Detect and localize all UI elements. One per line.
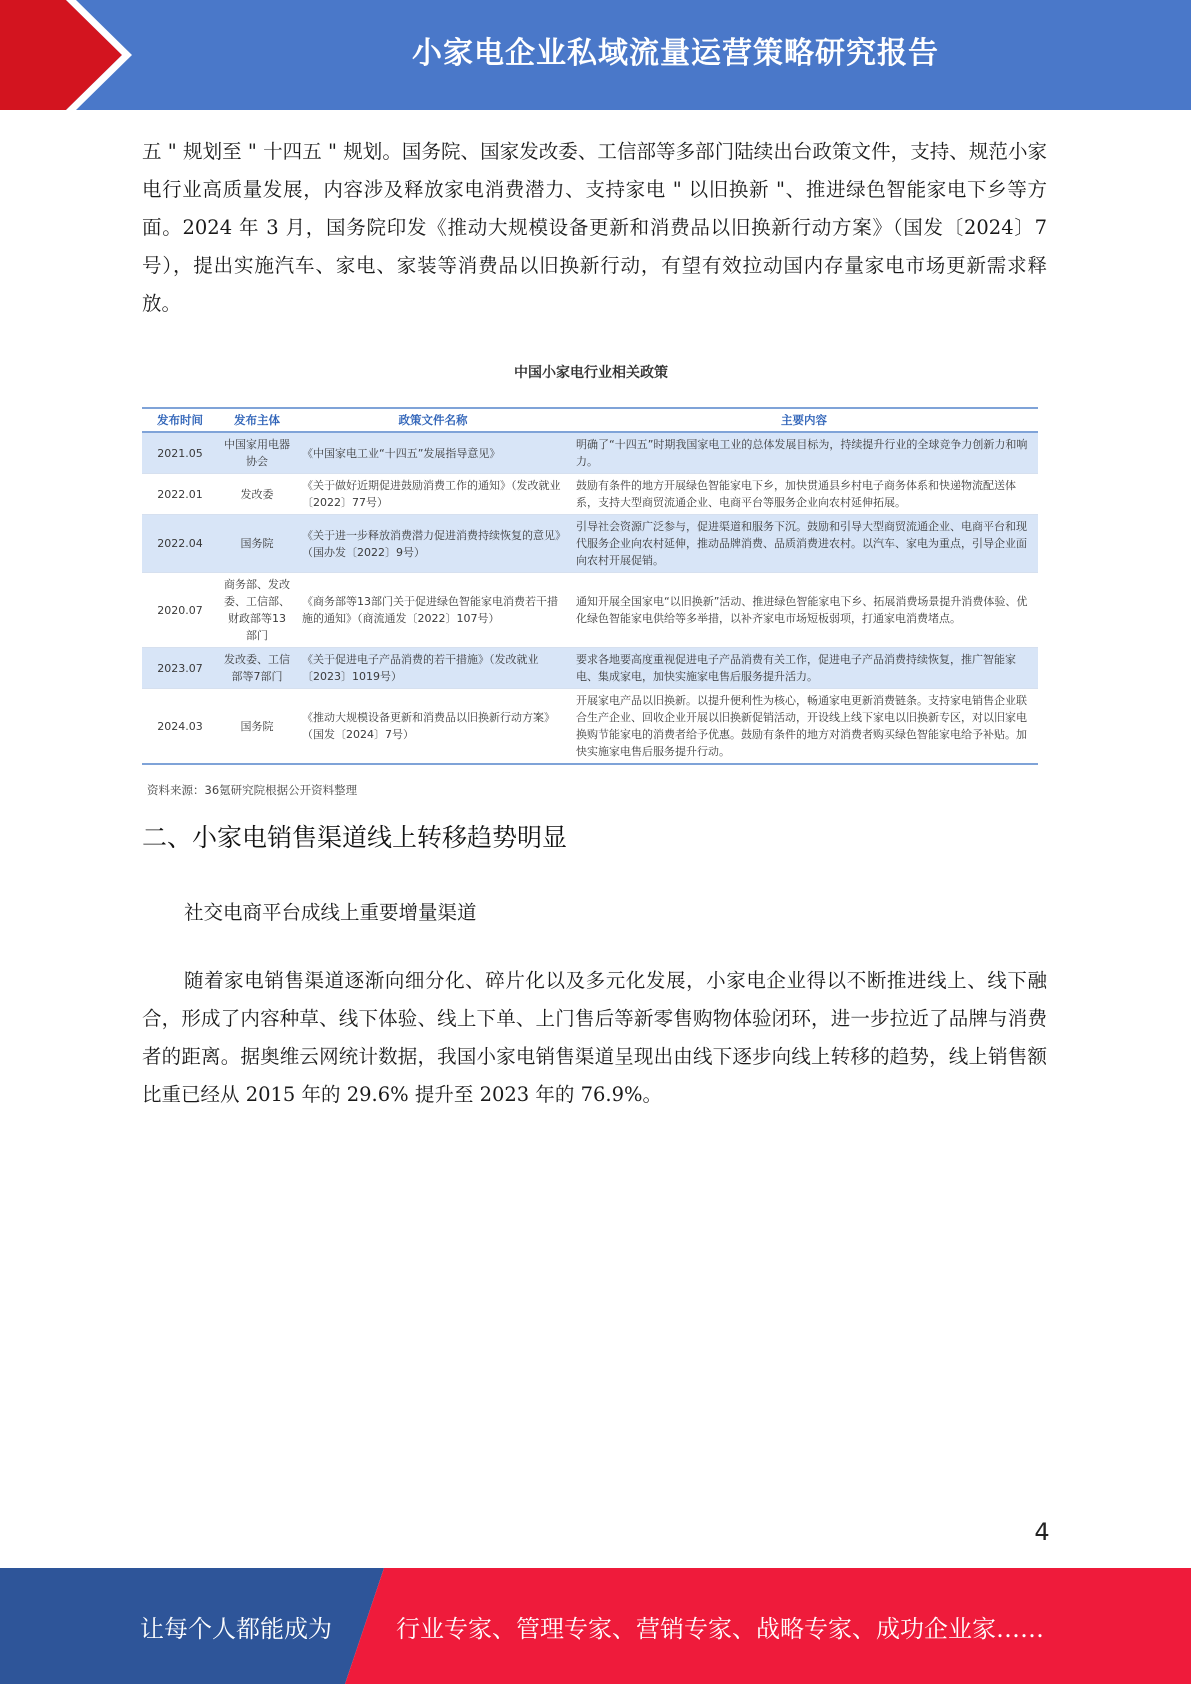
cell-issuer: 国务院 <box>218 515 296 573</box>
cell-date: 2020.07 <box>142 573 218 648</box>
cell-document: 《中国家电工业“十四五”发展指导意见》 <box>296 432 570 474</box>
table-row <box>142 689 1038 765</box>
cell-document: 《关于做好近期促进鼓励消费工作的通知》（发改就业〔2022〕77号） <box>296 474 570 515</box>
cell-date: 2023.07 <box>142 648 218 689</box>
cell-document: 《关于促进电子产品消费的若干措施》（发改就业〔2023〕1019号） <box>296 648 570 689</box>
policy-table <box>142 407 1038 765</box>
cell-date: 2024.03 <box>142 689 218 765</box>
footer-slogan-right: 行业专家、管理专家、营销专家、战略专家、成功企业家…… <box>396 1614 1044 1643</box>
cell-issuer: 发改委、工信部等7部门 <box>218 648 296 689</box>
cell-content: 开展家电产品以旧换新。以提升便利性为核心，畅通家电更新消费链条。支持家电销售企业联合生产企业、回收企业开展以旧换新促销活动，开设线上线下家电以旧换新专区，对以旧家电换购节能家电的消费者给予优惠。鼓励有条件的地方对消费者购买绿色智能家电给予补贴。加快实施家电售后服务提升行动。 <box>570 689 1038 765</box>
table-header-row <box>142 408 1038 432</box>
cell-date: 2021.05 <box>142 432 218 474</box>
cell-content: 明确了“十四五”时期我国家电工业的总体发展目标为，持续提升行业的全球竞争力创新力和响力。 <box>570 432 1038 474</box>
column-header-content: 主要内容 <box>570 408 1038 432</box>
cell-issuer: 商务部、发改委、工信部、财政部等13部门 <box>218 573 296 648</box>
page-number: 4 <box>1034 1518 1050 1546</box>
cell-content: 通知开展全国家电“以旧换新”活动、推进绿色智能家电下乡、拓展消费场景提升消费体验、优化绿色智能家电供给等多举措，以补齐家电市场短板弱项，打通家电消费堵点。 <box>570 573 1038 648</box>
chevron-icon <box>0 0 160 110</box>
section-subheading: 社交电商平台成线上重要增量渠道 <box>184 901 477 924</box>
column-header-date: 发布时间 <box>142 408 218 432</box>
page-header <box>0 0 1191 110</box>
footer-slogan-left: 让每个人都能成为 <box>140 1614 332 1643</box>
cell-issuer: 中国家用电器协会 <box>218 432 296 474</box>
table-source-note: 资料来源：36氪研究院根据公开资料整理 <box>147 783 358 797</box>
intro-paragraph: 五 " 规划至 " 十四五 " 规划。国务院、国家发改委、工信部等多部门陆续出台政策文件，支持、规范小家电行业高质量发展，内容涉及释放家电消费潜力、支持家电 " 以旧换新 "、推进绿色智能家电下乡等方面。2024 年 3 月，国务院印发《推动大规模设备更新和消费品以旧换新行动方案》（国发〔2024〕7 号），提出实施汽车、家电、家装等消费品以旧换新行动，有望有效拉动国内存量家电市场更新需求释放。 <box>142 140 1047 315</box>
column-header-issuer: 发布主体 <box>218 408 296 432</box>
table-row <box>142 474 1038 515</box>
cell-document: 《推动大规模设备更新和消费品以旧换新行动方案》（国发〔2024〕7号） <box>296 689 570 765</box>
cell-content: 鼓励有条件的地方开展绿色智能家电下乡，加快贯通县乡村电子商务体系和快递物流配送体系，支持大型商贸流通企业、电商平台等服务企业向农村延伸拓展。 <box>570 474 1038 515</box>
table-title: 中国小家电行业相关政策 <box>514 365 668 381</box>
cell-content: 要求各地要高度重视促进电子产品消费有关工作，促进电子产品消费持续恢复，推广智能家电、集成家电，加快实施家电售后服务提升活力。 <box>570 648 1038 689</box>
cell-issuer: 发改委 <box>218 474 296 515</box>
report-title: 小家电企业私域流量运营策略研究报告 <box>412 36 939 71</box>
cell-issuer: 国务院 <box>218 689 296 765</box>
section-paragraph: 随着家电销售渠道逐渐向细分化、碎片化以及多元化发展，小家电企业得以不断推进线上、线下融合，形成了内容种草、线下体验、线上下单、上门售后等新零售购物体验闭环，进一步拉近了品牌与消费者的距离。据奥维云网统计数据，我国小家电销售渠道呈现出由线下逐步向线上转移的趋势，线上销售额比重已经从 2015 年的 29.6% 提升至 2023 年的 76.9%。 <box>142 969 1047 1106</box>
cell-document: 《关于进一步释放消费潜力促进消费持续恢复的意见》（国办发〔2022〕9号） <box>296 515 570 573</box>
table-row <box>142 573 1038 648</box>
section-heading: 二、小家电销售渠道线上转移趋势明显 <box>142 823 568 852</box>
cell-date: 2022.04 <box>142 515 218 573</box>
page-footer <box>0 1568 1191 1684</box>
cell-content: 引导社会资源广泛参与，促进渠道和服务下沉。鼓励和引导大型商贸流通企业、电商平台和现代服务企业向农村延伸，推动品牌消费、品质消费进农村。以汽车、家电为重点，引导企业面向农村开展促销。 <box>570 515 1038 573</box>
column-header-document: 政策文件名称 <box>296 408 570 432</box>
table-row <box>142 515 1038 573</box>
cell-date: 2022.01 <box>142 474 218 515</box>
table-row <box>142 648 1038 689</box>
cell-document: 《商务部等13部门关于促进绿色智能家电消费若干措施的通知》（商流通发〔2022〕107号） <box>296 573 570 648</box>
table-row <box>142 432 1038 474</box>
